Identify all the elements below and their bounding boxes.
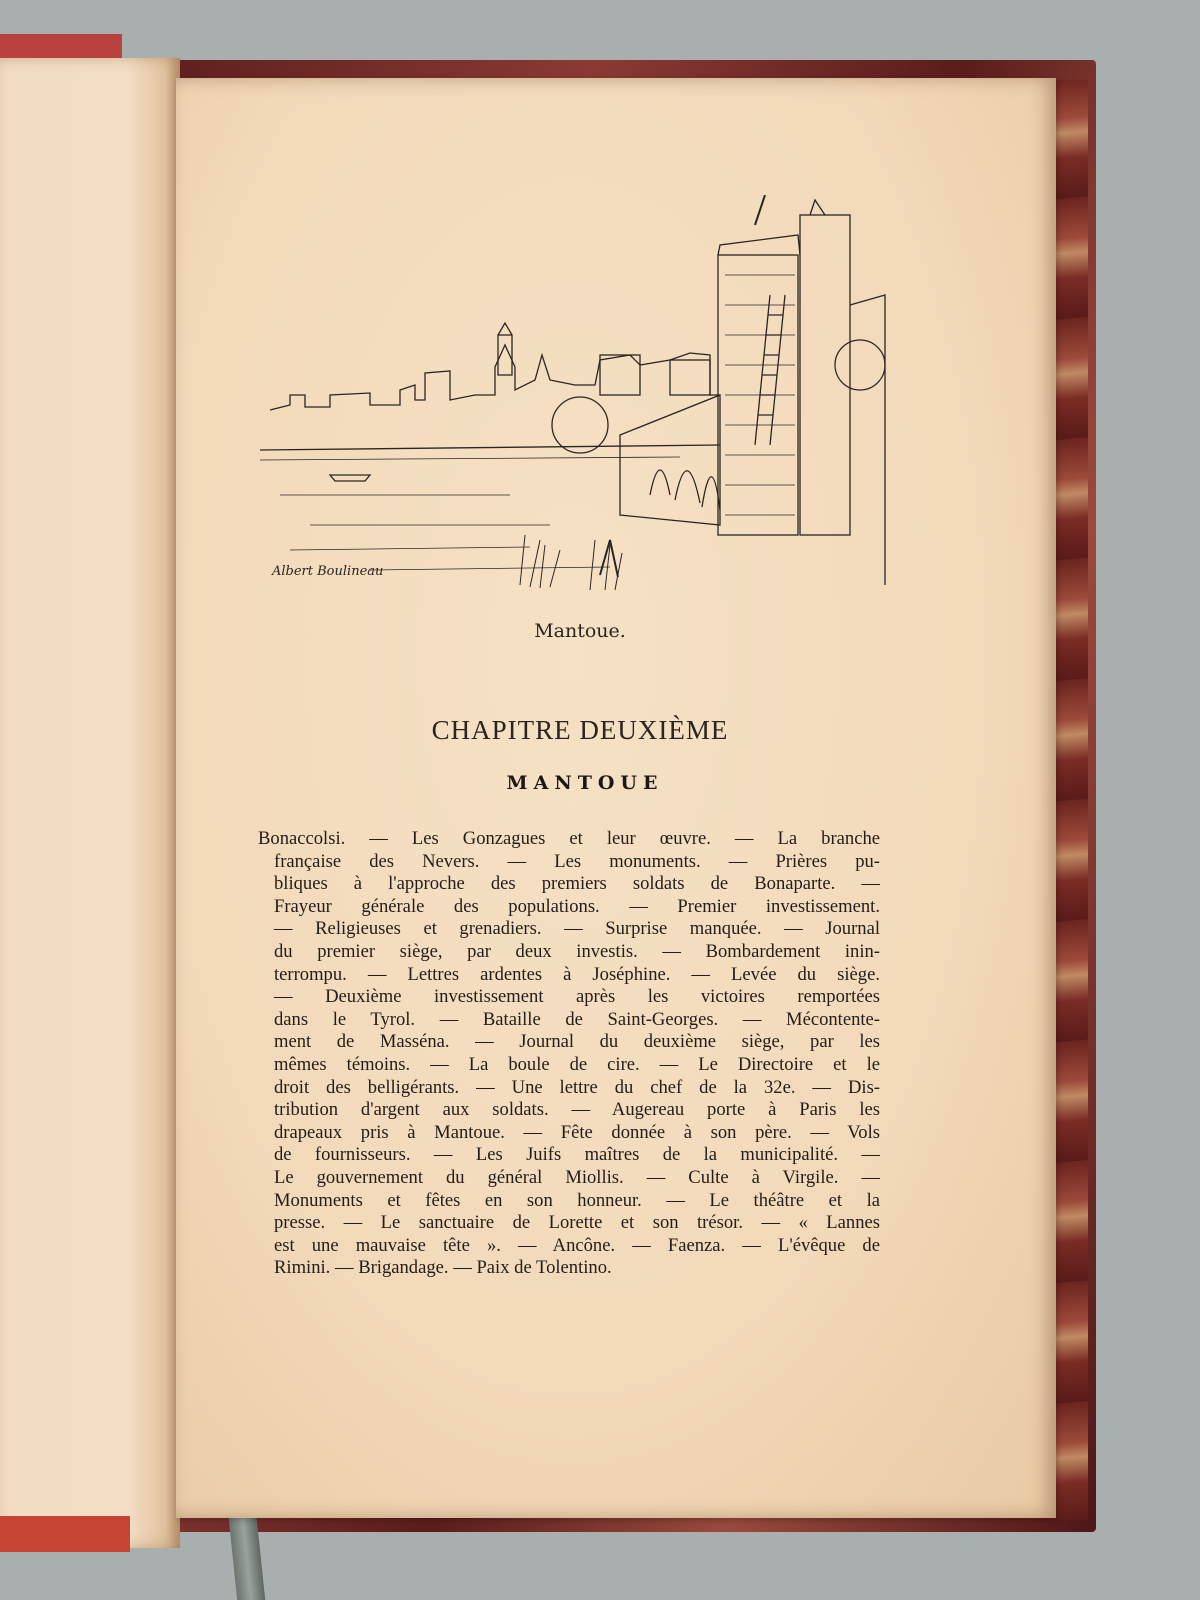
summary-line: Monuments et fêtes en son honneur. — Le théâtre et la (274, 1189, 880, 1211)
summary-line: drapeaux pris à Mantoue. — Fête donnée à son père. — Vols (274, 1121, 880, 1143)
summary-line: de fournisseurs. — Les Juifs maîtres de la municipalité. — (274, 1144, 880, 1166)
chapter-title: CHAPITRE DEUXIÈME (431, 715, 729, 745)
mantua-engraving (250, 195, 890, 605)
artist-signature: Albert Boulineau (272, 564, 384, 579)
summary-line: — Religieuses et grenadiers. — Surprise manquée. — Journal (274, 918, 880, 940)
summary-line: — Deuxième investissement après les victoires remportées (274, 986, 880, 1008)
summary-line: ment de Masséna. — Journal du deuxième siège, par les (274, 1031, 880, 1053)
left-page (0, 58, 180, 1548)
summary-line: Frayeur générale des populations. — Premier investissement. (274, 895, 880, 917)
chapter-summary (258, 828, 880, 1280)
summary-line: dans le Tyrol. — Bataille de Saint-Georges. — Mécontente- (274, 1008, 880, 1030)
summary-line: est une mauvaise tête ». — Ancône. — Faenza. — L'évêque de (274, 1234, 880, 1256)
summary-line: Bonaccolsi. — Les Gonzagues et leur œuvre. — La branche (258, 828, 880, 849)
summary-line: droit des belligérants. — Une lettre du chef de la 32e. — Dis- (274, 1076, 880, 1098)
summary-line: Le gouvernement du général Miollis. — Culte à Virgile. — (274, 1166, 880, 1188)
summary-line: du premier siège, par deux investis. — Bombardement inin- (274, 940, 880, 962)
illustration-caption: Mantoue. (534, 620, 626, 642)
summary-line: bliques à l'approche des premiers soldats de Bonaparte. — (274, 873, 880, 895)
summary-line: mêmes témoins. — La boule de cire. — Le Directoire et le (274, 1053, 880, 1075)
summary-line: terrompu. — Lettres ardentes à Joséphine. — Levée du siège. (274, 963, 880, 985)
summary-line: Rimini. — Brigandage. — Paix de Tolentino. (274, 1257, 612, 1279)
summary-line: tribution d'argent aux soldats. — Augereau porte à Paris les (274, 1099, 880, 1121)
chapter-subtitle: MANTOUE (506, 772, 664, 794)
summary-line: presse. — Le sanctuaire de Lorette et son trésor. — « Lannes (274, 1212, 880, 1234)
left-cover-bottom (0, 1516, 130, 1552)
summary-line: française des Nevers. — Les monuments. — Prières pu- (274, 850, 880, 872)
